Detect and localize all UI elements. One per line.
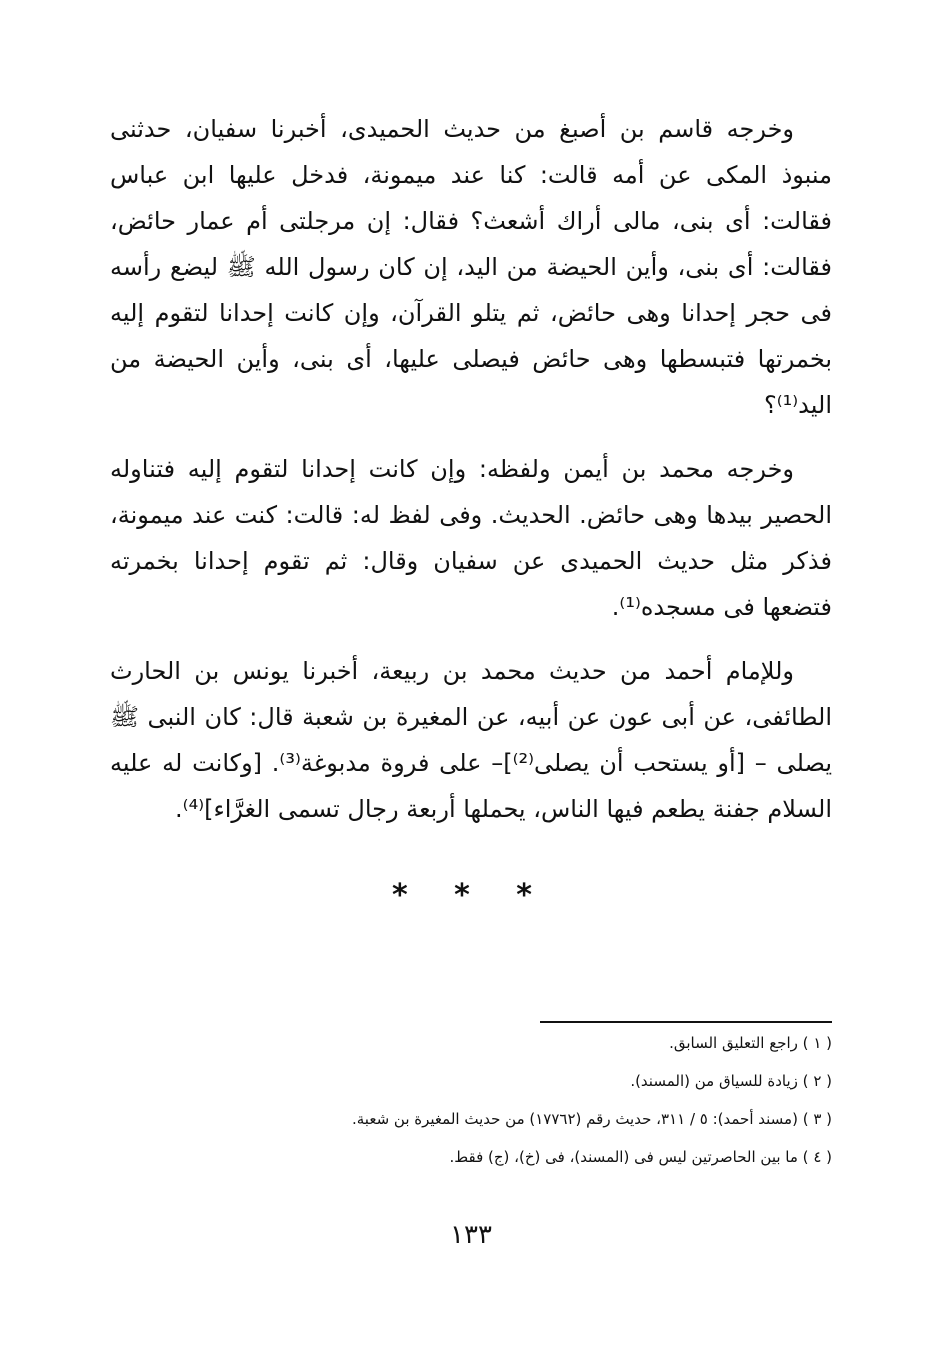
footnote-3: ( ٣ ) (مسند أحمد): ٥ / ٣١١، حديث رقم (١٧٧٦٢) من حديث المغيرة بن شعبة. (352, 1110, 832, 1128)
footnote-1: ( ١ ) راجع التعليق السابق. (669, 1034, 832, 1052)
footnote-2: ( ٢ ) زيادة للسياق من (المسند). (630, 1072, 832, 1090)
footnote-divider (540, 1021, 832, 1023)
paragraph-2: وخرجه محمد بن أيمن ولفظه: وإن كانت إحدانا لتقوم إليه فتناوله الحصير بيدها وهى حائض. الحديث. وفى لفظ له: قالت: كنت عند ميمونة، فذكر مثل حديث الحميدى عن سفيان وقال: ثم تقوم إحدانا بخمرته فتضعها فى مسجده⁽¹⁾. (110, 455, 832, 621)
footnotes (110, 1034, 832, 1186)
body-text (110, 106, 832, 832)
paragraph-1: وخرجه قاسم بن أصبغ من حديث الحميدى، أخبرنا سفيان، حدثنى منبوذ المكى عن أمه قالت: كنا عند ميمونة، فدخل عليها ابن عباس فقالت: أى بنى، مالى أراك أشعث؟ فقال: إن مرجلتى أم عمار حائض، فقالت: أى بنى، وأين الحيضة من اليد، إن كان رسول الله ﷺ ليضع رأسه فى حجر إحدانا وهى حائض، ثم يتلو القرآن، وإن كانت إحدانا لتقوم إليه بخمرتها فتبسطها وهى حائض فيصلى عليها، أى بنى، وأين الحيضة من اليد⁽¹⁾؟ (110, 115, 832, 419)
footnote-4: ( ٤ ) ما بين الحاصرتين ليس فى (المسند)، فى (خ)، (ج) فقط. (449, 1148, 832, 1166)
paragraph-3: وللإمام أحمد من حديث محمد بن ربيعة، أخبرنا يونس بن الحارث الطائفى، عن أبى عون عن أبيه، عن المغيرة بن شعبة قال: كان النبى ﷺ يصلى – [أو يستحب أن يصلى⁽²⁾]– على فروة مدبوغة⁽³⁾. [وكانت له عليه السلام جفنة يطعم فيها الناس، يحملها أربعة رجال تسمى الغرَّاء]⁽⁴⁾. (110, 657, 833, 823)
section-separator: * * * (392, 878, 550, 913)
page-number: ١٣٣ (450, 1220, 492, 1250)
